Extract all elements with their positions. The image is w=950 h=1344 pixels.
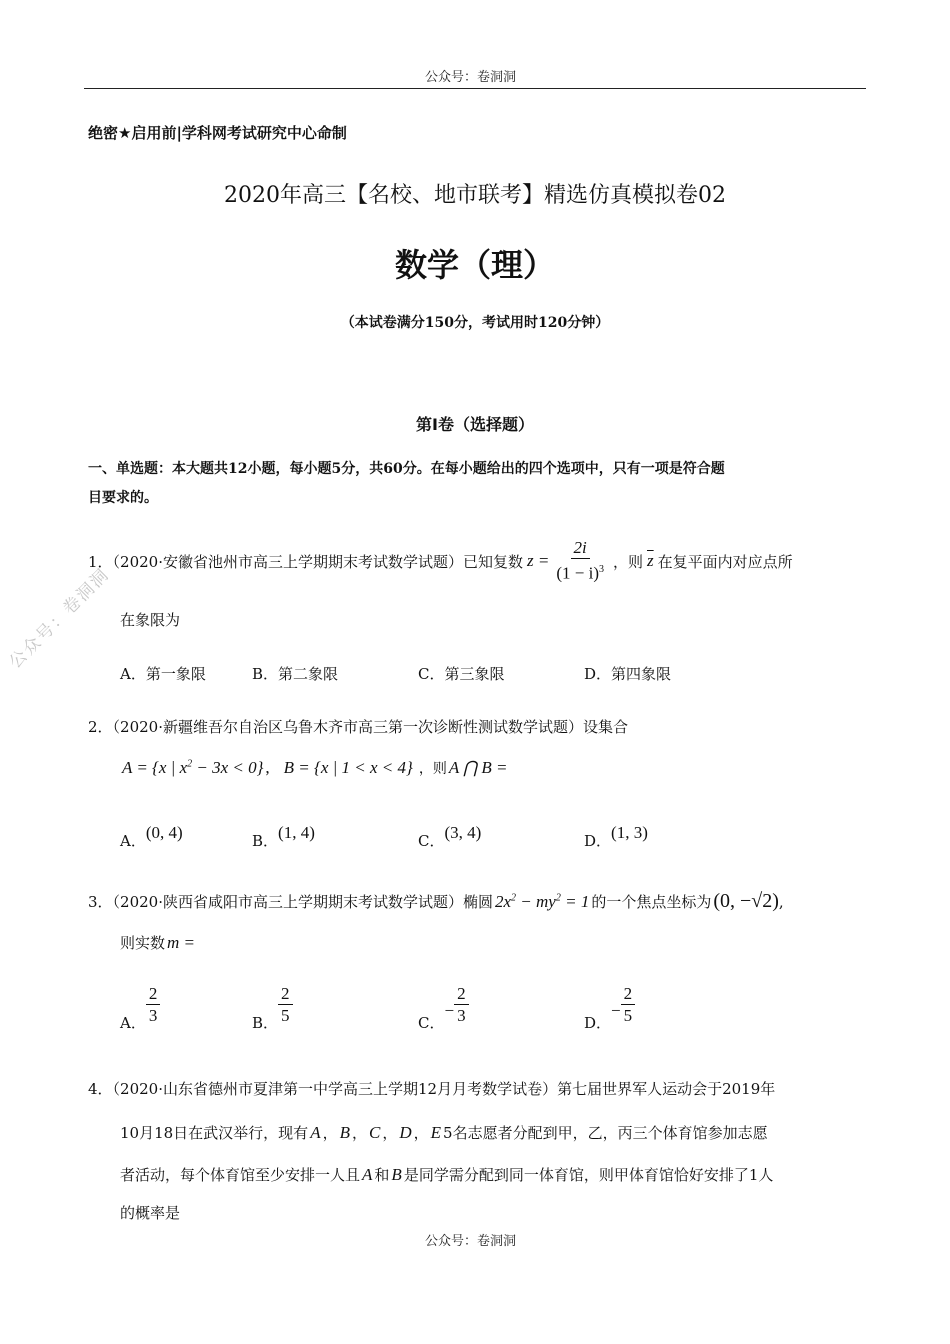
q3-m-equals: m = <box>167 932 196 952</box>
q2-ask: A ⋂ B = <box>448 758 508 777</box>
question-4-line1: 4．（2020·山东省德州市夏津第一中学高三上学期12月月考数学试卷）第七届世界军人运动会于2019年 <box>88 1080 776 1098</box>
q2-option-a[interactable] <box>120 822 183 850</box>
q2-option-b[interactable] <box>252 822 315 850</box>
q3-stem-focus: 的一个焦点坐标为 <box>591 893 712 911</box>
exam-info: （本试卷满分150分，考试用时120分钟） <box>340 315 610 331</box>
q3-option-d-num: 2 <box>621 984 636 1005</box>
q3-option-d-sign: − <box>611 1001 621 1020</box>
q1-stem-line2: 在象限为 <box>120 611 181 629</box>
q2-option-c-value: (3, 4) <box>444 823 482 842</box>
question-2-stem: 2．（2020·新疆维吾尔自治区乌鲁木齐市高三第一次诊断性测试数学试题）设集合 <box>88 718 628 736</box>
q2-option-c-label: C． <box>418 832 445 850</box>
q4-letter-c: C <box>369 1122 381 1142</box>
q4-b-letter: B <box>391 1164 402 1184</box>
header-rule <box>84 88 866 89</box>
q2-option-b-value: (1, 4) <box>278 823 315 842</box>
q4-line2-rest: 5名志愿者分配到甲，乙，丙三个体育馆参加志愿 <box>443 1124 768 1142</box>
q3-option-b-num: 2 <box>278 984 293 1005</box>
question-4-line4: 的概率是 <box>120 1204 181 1222</box>
exam-title: 2020年高三【名校、地市联考】精选仿真模拟卷02 <box>224 183 726 208</box>
top-notice: 绝密★启用前|学科网考试研究中心命制 <box>88 124 347 142</box>
q4-line2-text: 10月18日在武汉举行，现有 <box>120 1124 309 1142</box>
q2-option-a-value: (0, 4) <box>145 823 183 842</box>
q1-fraction <box>553 538 607 585</box>
q1-option-c[interactable]: C．第三象限 <box>418 665 505 683</box>
q1-stem-then: ，则 <box>612 552 643 571</box>
q3-option-d-den: 5 <box>623 1006 633 1025</box>
q3-focus-coordinate: (0, −√2) <box>713 890 779 912</box>
q3-option-b[interactable] <box>252 984 293 1035</box>
question-4-line3 <box>120 1164 773 1185</box>
q3-stem-text: 3．（2020·陕西省咸阳市高三上学期期末考试数学试题）椭圆 <box>88 893 493 911</box>
q1-fraction-denominator <box>553 559 607 585</box>
q2-option-a-label: A． <box>120 832 146 850</box>
q1-stem-text: 1．（2020·安徽省池州市高三上学期期末考试数学试题）已知复数 <box>88 552 523 571</box>
q3-option-b-label: B． <box>252 1014 279 1032</box>
q3-option-a-fraction <box>146 984 161 1027</box>
q3-option-a[interactable] <box>120 984 160 1035</box>
question-4-line2: 10月18日在武汉举行，现有 A ， B ， C ， D ， E 5名志愿者分配到甲，乙，丙三个体育馆参加志愿 <box>120 1122 768 1142</box>
q1-den-exp: 3 <box>598 564 604 575</box>
part-title: 第Ⅰ卷（选择题） <box>416 415 534 434</box>
q3-option-c-den: 3 <box>457 1006 466 1025</box>
q3-ellipse-equation: $2x^2 - my^2 = 1$ <box>495 891 590 911</box>
q4-and: 和 <box>374 1166 390 1184</box>
q1-option-a[interactable]: A．第一象限 <box>120 665 206 683</box>
section-instructions-line1: 一、单选题：本大题共12小题，每小题5分，共60分。在每小题给出的四个选项中，只有一项是符合题 <box>88 461 725 477</box>
q2-option-d-label: D． <box>584 832 612 850</box>
q1-z-equals: z = <box>527 551 550 571</box>
q1-option-b[interactable]: B．第二象限 <box>252 665 339 683</box>
q3-option-a-num: 2 <box>146 984 161 1005</box>
q3-option-c[interactable] <box>418 984 469 1035</box>
q3-option-c-label: C． <box>418 1014 445 1032</box>
subject-title: 数学（理） <box>394 246 555 284</box>
q1-fraction-numerator: 2i <box>571 538 590 559</box>
q2-stem-then: ，则 <box>418 761 447 777</box>
q2-option-d[interactable] <box>584 822 648 850</box>
q3-option-b-fraction <box>278 984 293 1027</box>
q1-option-d[interactable]: D．第四象限 <box>584 665 672 683</box>
q2-option-c[interactable] <box>418 822 482 850</box>
watermark: 公众号：卷洞洞 <box>5 564 114 673</box>
section-instructions-line2: 目要求的。 <box>88 490 158 506</box>
q2-separator: , <box>265 758 270 777</box>
q3-stem-comma: , <box>778 892 784 911</box>
q4-letter-e: E <box>430 1122 442 1142</box>
q3-option-a-den: 3 <box>148 1006 158 1025</box>
q4-a-letter: A <box>362 1164 373 1184</box>
q4-letter-d: D <box>399 1122 412 1142</box>
q3-stem-m-text: 则实数 <box>120 934 166 952</box>
q3-option-d[interactable] <box>584 984 635 1035</box>
footer-source: 公众号：卷洞洞 <box>425 1234 517 1249</box>
q1-zbar: $\overline{z}$ <box>647 551 654 571</box>
question-1-stem <box>88 538 793 585</box>
q3-option-d-fraction <box>621 984 636 1027</box>
q4-line3-text: 者活动，每个体育馆至少安排一人且 <box>120 1166 361 1184</box>
q1-stem-rest: 在复平面内对应点所 <box>657 552 793 571</box>
q4-line3-rest: 是同学需分配到同一体育馆，则甲体育馆恰好安排了1人 <box>403 1166 774 1184</box>
q3-option-c-fraction <box>454 984 469 1027</box>
q3-stem-line2 <box>120 932 195 953</box>
header-source: 公众号：卷洞洞 <box>425 70 517 85</box>
q3-option-c-sign: − <box>444 1001 455 1020</box>
q4-letter-a: A <box>310 1122 321 1142</box>
q1-den-base: (1 − i) <box>556 563 599 583</box>
q3-option-b-den: 5 <box>281 1006 290 1025</box>
q2-option-b-label: B． <box>252 832 279 850</box>
q3-option-a-label: A． <box>120 1014 146 1032</box>
question-3-stem <box>88 890 784 913</box>
q2-set-b: B = {x | 1 < x < 4} <box>283 758 413 777</box>
q4-letter-b: B <box>339 1122 350 1142</box>
q2-option-d-value: (1, 3) <box>611 823 648 842</box>
q3-option-d-label: D． <box>584 1014 612 1032</box>
q2-set-a: A = {x | $x^2 - 3x < 0$} <box>122 758 264 777</box>
q3-option-c-num: 2 <box>454 984 469 1005</box>
q2-sets <box>122 758 507 778</box>
